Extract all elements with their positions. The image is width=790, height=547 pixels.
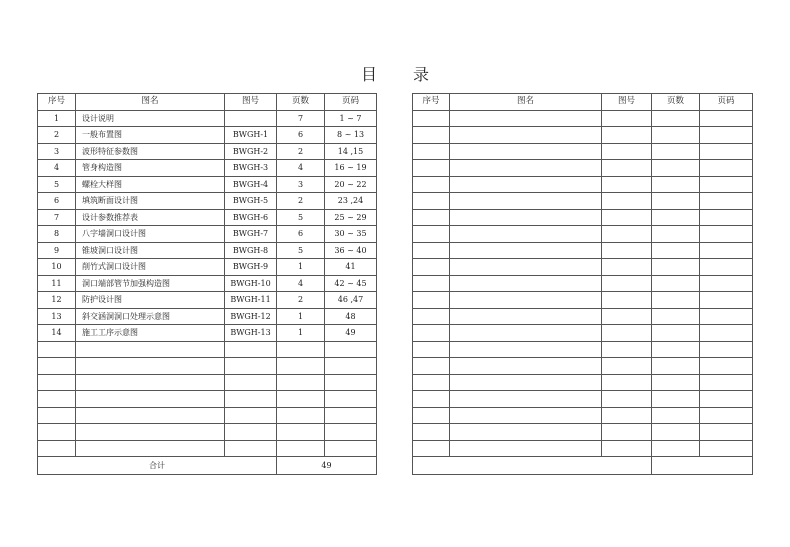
row-no: 12 bbox=[38, 292, 76, 309]
empty-cell bbox=[602, 374, 652, 391]
empty-cell bbox=[652, 424, 700, 441]
empty-cell bbox=[652, 292, 700, 309]
row-name: 防护设计图 bbox=[76, 292, 225, 309]
empty-row bbox=[413, 308, 753, 325]
empty-row bbox=[413, 160, 753, 177]
row-pages: 6 bbox=[277, 127, 325, 144]
empty-cell bbox=[450, 407, 602, 424]
empty-row bbox=[38, 374, 377, 391]
empty-cell bbox=[325, 407, 377, 424]
row-drawing-no: BWGH-11 bbox=[225, 292, 277, 309]
empty-cell bbox=[602, 275, 652, 292]
row-no: 6 bbox=[38, 193, 76, 210]
empty-cell bbox=[413, 209, 450, 226]
row-page-range: 20 ~ 22 bbox=[325, 176, 377, 193]
empty-row bbox=[413, 374, 753, 391]
empty-cell bbox=[450, 341, 602, 358]
table-row bbox=[38, 110, 377, 127]
row-page-range: 16 ~ 19 bbox=[325, 160, 377, 177]
row-name: 设计说明 bbox=[76, 110, 225, 127]
empty-cell bbox=[700, 259, 753, 276]
empty-cell bbox=[277, 391, 325, 408]
empty-cell bbox=[413, 374, 450, 391]
col-header-no: 序号 bbox=[413, 94, 450, 111]
empty-row bbox=[413, 242, 753, 259]
empty-cell bbox=[652, 143, 700, 160]
empty-cell bbox=[652, 127, 700, 144]
empty-cell bbox=[652, 374, 700, 391]
empty-cell bbox=[413, 259, 450, 276]
empty-cell bbox=[38, 424, 76, 441]
empty-cell bbox=[225, 391, 277, 408]
empty-row bbox=[413, 424, 753, 441]
empty-cell bbox=[413, 242, 450, 259]
empty-cell bbox=[652, 160, 700, 177]
empty-cell bbox=[652, 275, 700, 292]
empty-cell bbox=[602, 226, 652, 243]
empty-cell bbox=[450, 242, 602, 259]
row-name: 一般布置图 bbox=[76, 127, 225, 144]
row-name: 螺栓大样图 bbox=[76, 176, 225, 193]
empty-cell bbox=[413, 440, 450, 457]
row-page-range: 14 ,15 bbox=[325, 143, 377, 160]
empty-cell bbox=[700, 127, 753, 144]
row-name: 填筑断面设计图 bbox=[76, 193, 225, 210]
total-pages: 49 bbox=[277, 457, 377, 475]
empty-cell bbox=[450, 275, 602, 292]
row-pages: 3 bbox=[277, 176, 325, 193]
empty-cell bbox=[413, 143, 450, 160]
row-pages: 4 bbox=[277, 275, 325, 292]
row-pages: 5 bbox=[277, 242, 325, 259]
table-row bbox=[38, 176, 377, 193]
empty-cell bbox=[413, 308, 450, 325]
empty-cell bbox=[413, 292, 450, 309]
empty-cell bbox=[700, 440, 753, 457]
empty-cell bbox=[76, 391, 225, 408]
empty-cell bbox=[450, 391, 602, 408]
row-no: 5 bbox=[38, 176, 76, 193]
col-header-no: 序号 bbox=[38, 94, 76, 111]
col-header-name: 图名 bbox=[450, 94, 602, 111]
row-drawing-no bbox=[225, 110, 277, 127]
empty-cell bbox=[700, 176, 753, 193]
col-header-drawing-no: 图号 bbox=[225, 94, 277, 111]
contents-table-right bbox=[412, 93, 753, 475]
empty-cell bbox=[450, 110, 602, 127]
row-drawing-no: BWGH-1 bbox=[225, 127, 277, 144]
empty-cell bbox=[225, 407, 277, 424]
table-row bbox=[38, 325, 377, 342]
page-title bbox=[0, 62, 790, 85]
empty-cell bbox=[652, 176, 700, 193]
empty-row bbox=[38, 358, 377, 375]
row-page-range: 36 ~ 40 bbox=[325, 242, 377, 259]
row-name: 八字墙洞口设计图 bbox=[76, 226, 225, 243]
col-header-page-range: 页码 bbox=[700, 94, 753, 111]
row-no: 3 bbox=[38, 143, 76, 160]
empty-row bbox=[38, 407, 377, 424]
empty-cell bbox=[225, 424, 277, 441]
col-header-page-range: 页码 bbox=[325, 94, 377, 111]
empty-row bbox=[413, 110, 753, 127]
row-no: 13 bbox=[38, 308, 76, 325]
empty-cell bbox=[413, 127, 450, 144]
empty-cell bbox=[700, 143, 753, 160]
row-page-range: 41 bbox=[325, 259, 377, 276]
row-name: 设计参数推荐表 bbox=[76, 209, 225, 226]
empty-cell bbox=[413, 110, 450, 127]
empty-cell bbox=[325, 440, 377, 457]
row-no: 2 bbox=[38, 127, 76, 144]
empty-cell bbox=[325, 374, 377, 391]
table-row bbox=[38, 242, 377, 259]
empty-cell bbox=[450, 193, 602, 210]
empty-cell bbox=[652, 226, 700, 243]
title-char-2: 录 bbox=[413, 65, 430, 84]
empty-cell bbox=[602, 391, 652, 408]
empty-row bbox=[413, 292, 753, 309]
empty-cell bbox=[277, 424, 325, 441]
empty-cell bbox=[700, 341, 753, 358]
table-row bbox=[38, 143, 377, 160]
row-name: 施工工序示意图 bbox=[76, 325, 225, 342]
col-header-name: 图名 bbox=[76, 94, 225, 111]
empty-cell bbox=[450, 325, 602, 342]
empty-cell bbox=[652, 242, 700, 259]
empty-row bbox=[413, 407, 753, 424]
empty-cell bbox=[652, 193, 700, 210]
row-page-range: 23 ,24 bbox=[325, 193, 377, 210]
empty-cell bbox=[450, 226, 602, 243]
row-pages: 4 bbox=[277, 160, 325, 177]
empty-row bbox=[38, 391, 377, 408]
empty-row bbox=[413, 193, 753, 210]
empty-cell bbox=[76, 424, 225, 441]
row-no: 4 bbox=[38, 160, 76, 177]
row-drawing-no: BWGH-7 bbox=[225, 226, 277, 243]
row-name: 斜交涵洞洞口处理示意图 bbox=[76, 308, 225, 325]
empty-cell bbox=[602, 424, 652, 441]
row-pages: 2 bbox=[277, 292, 325, 309]
empty-cell bbox=[450, 424, 602, 441]
empty-cell bbox=[700, 193, 753, 210]
empty-cell bbox=[225, 341, 277, 358]
table-row bbox=[38, 209, 377, 226]
empty-cell bbox=[450, 127, 602, 144]
empty-cell bbox=[413, 407, 450, 424]
contents-table-left bbox=[37, 93, 377, 475]
empty-cell bbox=[700, 374, 753, 391]
empty-cell bbox=[76, 341, 225, 358]
empty-cell bbox=[602, 308, 652, 325]
empty-cell bbox=[413, 275, 450, 292]
row-page-range: 30 ~ 35 bbox=[325, 226, 377, 243]
empty-cell bbox=[38, 358, 76, 375]
empty-cell bbox=[450, 440, 602, 457]
empty-cell bbox=[413, 424, 450, 441]
empty-row bbox=[413, 209, 753, 226]
empty-cell bbox=[652, 407, 700, 424]
row-page-range: 8 ~ 13 bbox=[325, 127, 377, 144]
total-row bbox=[38, 457, 377, 475]
empty-cell bbox=[602, 127, 652, 144]
empty-cell bbox=[652, 209, 700, 226]
empty-cell bbox=[602, 358, 652, 375]
header-row bbox=[413, 94, 753, 111]
empty-row bbox=[413, 341, 753, 358]
empty-row bbox=[413, 143, 753, 160]
row-no: 11 bbox=[38, 275, 76, 292]
empty-cell bbox=[225, 358, 277, 375]
empty-row bbox=[413, 259, 753, 276]
empty-cell bbox=[413, 391, 450, 408]
empty-row bbox=[38, 424, 377, 441]
empty-row bbox=[413, 391, 753, 408]
empty-cell bbox=[652, 308, 700, 325]
empty-cell bbox=[413, 176, 450, 193]
empty-row bbox=[413, 325, 753, 342]
empty-cell bbox=[652, 325, 700, 342]
table-row bbox=[38, 259, 377, 276]
table-row bbox=[38, 160, 377, 177]
empty-cell bbox=[700, 226, 753, 243]
empty-cell bbox=[652, 440, 700, 457]
empty-cell bbox=[700, 325, 753, 342]
empty-cell bbox=[602, 440, 652, 457]
empty-cell bbox=[450, 292, 602, 309]
empty-cell bbox=[700, 358, 753, 375]
empty-cell bbox=[602, 143, 652, 160]
empty-cell bbox=[76, 440, 225, 457]
row-name: 洞口端部管节加强构造图 bbox=[76, 275, 225, 292]
empty-cell bbox=[413, 358, 450, 375]
empty-cell bbox=[450, 160, 602, 177]
row-page-range: 42 ~ 45 bbox=[325, 275, 377, 292]
table-row bbox=[38, 127, 377, 144]
empty-cell bbox=[413, 193, 450, 210]
empty-cell bbox=[450, 143, 602, 160]
row-drawing-no: BWGH-12 bbox=[225, 308, 277, 325]
table-row bbox=[38, 275, 377, 292]
empty-cell bbox=[325, 424, 377, 441]
row-no: 8 bbox=[38, 226, 76, 243]
empty-cell bbox=[38, 407, 76, 424]
row-no: 14 bbox=[38, 325, 76, 342]
row-name: 管身构造图 bbox=[76, 160, 225, 177]
empty-cell bbox=[413, 341, 450, 358]
empty-cell bbox=[602, 176, 652, 193]
total-label: 合计 bbox=[38, 457, 277, 475]
empty-cell bbox=[700, 292, 753, 309]
empty-cell bbox=[277, 407, 325, 424]
row-page-range: 48 bbox=[325, 308, 377, 325]
empty-row bbox=[413, 275, 753, 292]
row-no: 9 bbox=[38, 242, 76, 259]
empty-cell bbox=[652, 110, 700, 127]
row-pages: 2 bbox=[277, 193, 325, 210]
empty-cell bbox=[38, 341, 76, 358]
row-drawing-no: BWGH-9 bbox=[225, 259, 277, 276]
table-row bbox=[38, 193, 377, 210]
empty-cell bbox=[602, 209, 652, 226]
empty-cell bbox=[700, 407, 753, 424]
col-header-drawing-no: 图号 bbox=[602, 94, 652, 111]
empty-cell bbox=[325, 358, 377, 375]
empty-cell bbox=[602, 259, 652, 276]
row-pages: 5 bbox=[277, 209, 325, 226]
empty-cell bbox=[602, 325, 652, 342]
empty-cell bbox=[277, 341, 325, 358]
row-drawing-no: BWGH-3 bbox=[225, 160, 277, 177]
empty-cell bbox=[700, 424, 753, 441]
empty-cell bbox=[602, 341, 652, 358]
empty-cell bbox=[652, 341, 700, 358]
row-no: 10 bbox=[38, 259, 76, 276]
row-drawing-no: BWGH-5 bbox=[225, 193, 277, 210]
row-drawing-no: BWGH-8 bbox=[225, 242, 277, 259]
col-header-pages: 页数 bbox=[652, 94, 700, 111]
row-page-range: 46 ,47 bbox=[325, 292, 377, 309]
empty-row bbox=[413, 226, 753, 243]
row-page-range: 25 ~ 29 bbox=[325, 209, 377, 226]
empty-cell bbox=[38, 391, 76, 408]
empty-cell bbox=[450, 259, 602, 276]
row-drawing-no: BWGH-10 bbox=[225, 275, 277, 292]
row-pages: 2 bbox=[277, 143, 325, 160]
title-char-1: 目 bbox=[360, 65, 377, 84]
empty-cell bbox=[652, 358, 700, 375]
empty-cell bbox=[413, 457, 652, 475]
empty-cell bbox=[76, 358, 225, 375]
row-pages: 1 bbox=[277, 259, 325, 276]
empty-cell bbox=[602, 110, 652, 127]
empty-cell bbox=[700, 275, 753, 292]
empty-cell bbox=[450, 176, 602, 193]
header-row bbox=[38, 94, 377, 111]
empty-row bbox=[38, 341, 377, 358]
row-pages: 1 bbox=[277, 308, 325, 325]
table-row bbox=[38, 308, 377, 325]
empty-cell bbox=[76, 407, 225, 424]
table-row bbox=[38, 226, 377, 243]
empty-cell bbox=[277, 358, 325, 375]
table-row bbox=[38, 292, 377, 309]
empty-cell bbox=[413, 160, 450, 177]
empty-cell bbox=[225, 374, 277, 391]
empty-cell bbox=[325, 391, 377, 408]
empty-cell bbox=[700, 110, 753, 127]
row-name: 削竹式洞口设计图 bbox=[76, 259, 225, 276]
empty-row bbox=[413, 358, 753, 375]
row-no: 1 bbox=[38, 110, 76, 127]
row-no: 7 bbox=[38, 209, 76, 226]
empty-cell bbox=[450, 358, 602, 375]
empty-cell bbox=[652, 259, 700, 276]
empty-cell bbox=[38, 440, 76, 457]
empty-cell bbox=[277, 374, 325, 391]
empty-cell bbox=[602, 407, 652, 424]
row-drawing-no: BWGH-13 bbox=[225, 325, 277, 342]
row-page-range: 49 bbox=[325, 325, 377, 342]
empty-row bbox=[413, 176, 753, 193]
empty-cell bbox=[450, 308, 602, 325]
empty-row bbox=[38, 440, 377, 457]
empty-cell bbox=[225, 440, 277, 457]
row-pages: 6 bbox=[277, 226, 325, 243]
empty-cell bbox=[413, 226, 450, 243]
col-header-pages: 页数 bbox=[277, 94, 325, 111]
empty-cell bbox=[700, 160, 753, 177]
empty-total-row bbox=[413, 457, 753, 475]
row-pages: 7 bbox=[277, 110, 325, 127]
row-name: 波形特征参数图 bbox=[76, 143, 225, 160]
row-page-range: 1 ~ 7 bbox=[325, 110, 377, 127]
empty-row bbox=[413, 127, 753, 144]
empty-cell bbox=[602, 193, 652, 210]
empty-row bbox=[413, 440, 753, 457]
empty-cell bbox=[700, 391, 753, 408]
empty-cell bbox=[700, 308, 753, 325]
row-name: 锥坡洞口设计图 bbox=[76, 242, 225, 259]
empty-cell bbox=[652, 391, 700, 408]
row-drawing-no: BWGH-4 bbox=[225, 176, 277, 193]
row-drawing-no: BWGH-2 bbox=[225, 143, 277, 160]
empty-cell bbox=[602, 292, 652, 309]
empty-cell bbox=[450, 374, 602, 391]
empty-cell bbox=[652, 457, 753, 475]
row-drawing-no: BWGH-6 bbox=[225, 209, 277, 226]
empty-cell bbox=[602, 242, 652, 259]
row-pages: 1 bbox=[277, 325, 325, 342]
empty-cell bbox=[325, 341, 377, 358]
empty-cell bbox=[38, 374, 76, 391]
empty-cell bbox=[277, 440, 325, 457]
empty-cell bbox=[700, 242, 753, 259]
empty-cell bbox=[450, 209, 602, 226]
empty-cell bbox=[602, 160, 652, 177]
empty-cell bbox=[700, 209, 753, 226]
empty-cell bbox=[76, 374, 225, 391]
empty-cell bbox=[413, 325, 450, 342]
